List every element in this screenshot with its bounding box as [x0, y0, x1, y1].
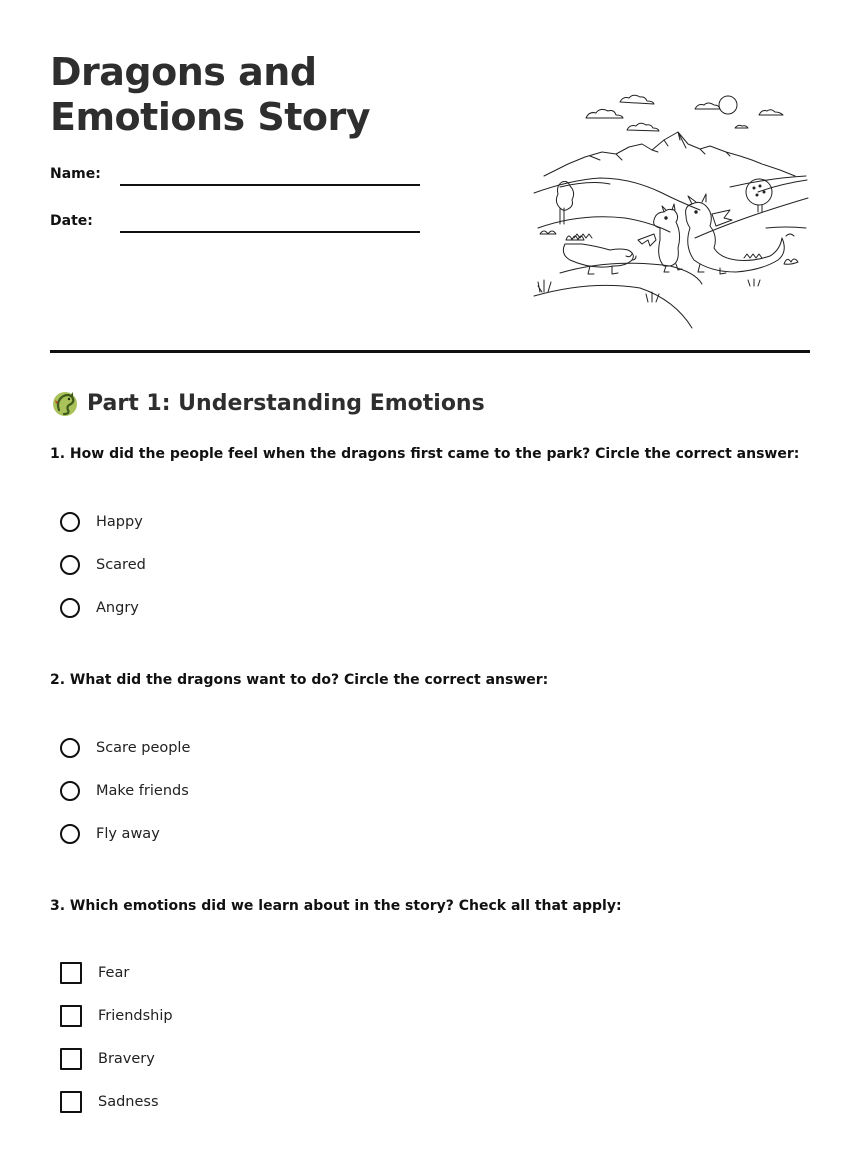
name-field	[50, 166, 450, 196]
option-label: Bravery	[98, 1051, 155, 1067]
flower-icon	[540, 231, 556, 234]
dragon-icon	[50, 388, 80, 418]
section-heading	[50, 388, 485, 418]
radio-circle[interactable]	[60, 512, 80, 532]
dragon-right-icon	[686, 202, 785, 272]
option-sadness[interactable]	[60, 1089, 159, 1115]
grass-icon	[538, 280, 551, 292]
option-fly-away[interactable]	[60, 821, 160, 847]
option-scared[interactable]	[60, 552, 146, 578]
checkbox[interactable]	[60, 1048, 82, 1070]
radio-circle[interactable]	[60, 781, 80, 801]
name-label: Name:	[50, 166, 101, 182]
page-title: Dragons and Emotions Story	[50, 50, 371, 139]
cloud-icon	[627, 123, 659, 131]
radio-circle[interactable]	[60, 738, 80, 758]
option-bravery[interactable]	[60, 1046, 155, 1072]
radio-circle[interactable]	[60, 824, 80, 844]
date-input-line[interactable]	[120, 231, 420, 233]
hill-line	[534, 285, 692, 328]
cloud-icon	[759, 110, 783, 115]
checkbox[interactable]	[60, 1091, 82, 1113]
option-label: Fly away	[96, 826, 160, 842]
option-scare-people[interactable]	[60, 735, 190, 761]
grass-icon	[748, 279, 760, 286]
grass-icon	[646, 292, 659, 302]
cloud-icon	[695, 103, 720, 109]
hill-line	[538, 217, 670, 232]
radio-circle[interactable]	[60, 598, 80, 618]
option-label: Happy	[96, 514, 143, 530]
checkbox[interactable]	[60, 962, 82, 984]
name-input-line[interactable]	[120, 184, 420, 186]
option-make-friends[interactable]	[60, 778, 189, 804]
option-label: Scare people	[96, 740, 191, 756]
option-fear[interactable]	[60, 960, 129, 986]
option-label: Scared	[96, 557, 146, 573]
date-field	[50, 213, 450, 243]
section-heading-label: Part 1: Understanding Emotions	[87, 390, 485, 416]
option-angry[interactable]	[60, 595, 139, 621]
mountain-ridge	[544, 132, 795, 176]
option-label: Fear	[98, 965, 130, 981]
cloud-icon	[586, 109, 623, 118]
question-1-text: 1. How did the people feel when the dragons first came to the park? Circle the correct answer:	[50, 446, 800, 462]
option-label: Sadness	[98, 1094, 159, 1110]
option-happy[interactable]	[60, 509, 143, 535]
date-label: Date:	[50, 213, 93, 229]
hill-line	[534, 178, 700, 210]
option-label: Friendship	[98, 1008, 173, 1024]
radio-circle[interactable]	[60, 555, 80, 575]
checkbox[interactable]	[60, 1005, 82, 1027]
header-divider	[50, 350, 810, 353]
option-friendship[interactable]	[60, 1003, 173, 1029]
sun-icon	[719, 96, 737, 114]
hill-line	[560, 263, 702, 284]
dragons-park-illustration	[530, 88, 810, 334]
option-label: Make friends	[96, 783, 189, 799]
question-2-text: 2. What did the dragons want to do? Circle the correct answer:	[50, 672, 549, 688]
cloud-icon	[735, 125, 748, 128]
option-label: Angry	[96, 600, 139, 616]
cloud-icon	[620, 95, 654, 104]
question-3-text: 3. Which emotions did we learn about in the story? Check all that apply:	[50, 898, 622, 914]
flower-icon	[784, 259, 798, 264]
